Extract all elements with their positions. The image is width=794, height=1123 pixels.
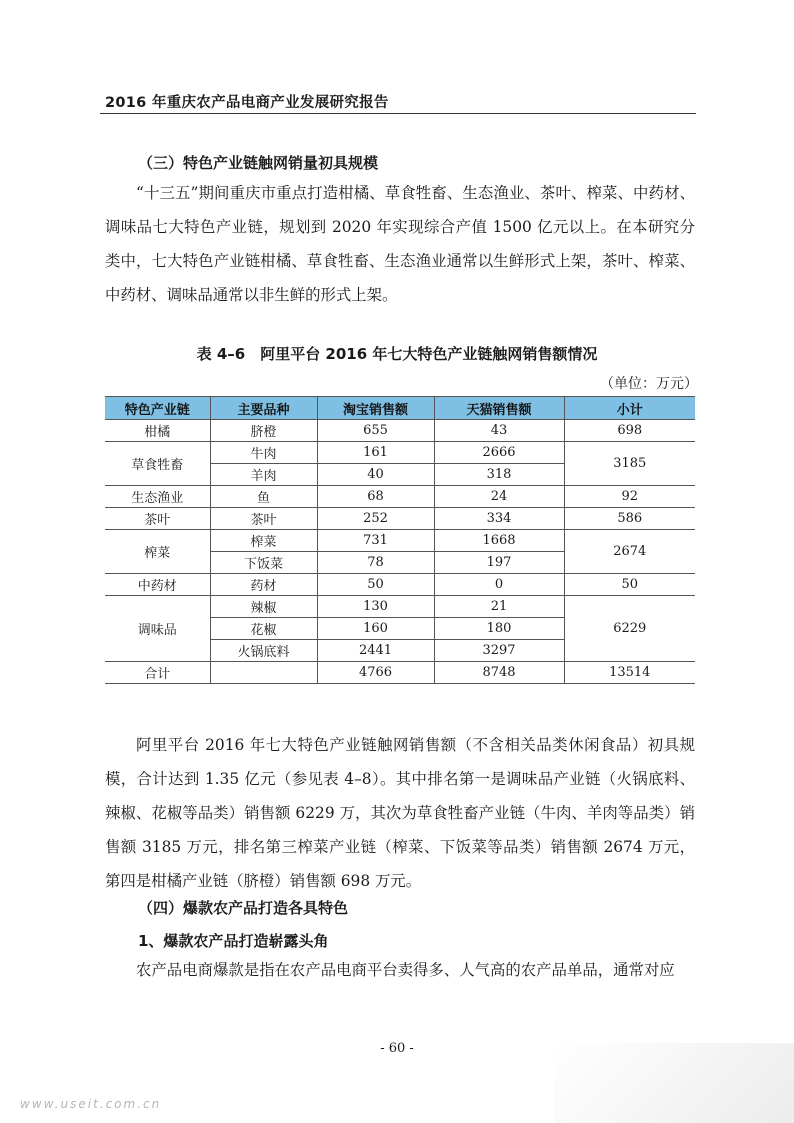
table-unit-note: （单位：万元）	[600, 376, 698, 392]
variety-cell: 火锅底料	[210, 640, 317, 662]
taobao-cell: 2441	[317, 640, 434, 662]
running-header: 2016 年重庆农产品电商产业发展研究报告	[105, 95, 389, 111]
tmall-cell: 1668	[434, 530, 564, 552]
table-row	[105, 596, 695, 618]
chain-cell: 草食牲畜	[105, 442, 210, 486]
total-subtotal-cell: 13514	[564, 662, 695, 684]
column-header-variety: 主要品种	[210, 397, 317, 420]
column-header-taobao: 淘宝销售额	[317, 397, 434, 420]
subtotal-cell: 2674	[564, 530, 695, 574]
tmall-cell: 197	[434, 552, 564, 574]
table-header-row	[105, 397, 695, 420]
corner-shadow	[554, 1043, 794, 1123]
tmall-cell: 43	[434, 420, 564, 442]
tmall-cell: 3297	[434, 640, 564, 662]
variety-cell: 鱼	[210, 486, 317, 508]
tmall-cell: 318	[434, 464, 564, 486]
variety-cell: 榨菜	[210, 530, 317, 552]
subtotal-cell: 3185	[564, 442, 695, 486]
taobao-cell: 252	[317, 508, 434, 530]
section-heading-3: （三）特色产业链触网销量初具规模	[138, 154, 379, 172]
chain-cell: 调味品	[105, 596, 210, 662]
variety-cell: 药材	[210, 574, 317, 596]
chain-cell: 中药材	[105, 574, 210, 596]
total-variety-cell	[210, 662, 317, 684]
sales-table	[105, 396, 695, 684]
table-row	[105, 574, 695, 596]
subtotal-cell: 698	[564, 420, 695, 442]
column-header-subtotal: 小计	[564, 397, 695, 420]
table-row	[105, 486, 695, 508]
total-taobao-cell: 4766	[317, 662, 434, 684]
tmall-cell: 180	[434, 618, 564, 640]
table-total-row	[105, 662, 695, 684]
chain-cell: 生态渔业	[105, 486, 210, 508]
tmall-cell: 334	[434, 508, 564, 530]
subtotal-cell: 92	[564, 486, 695, 508]
watermark: www.useit.com.cn	[20, 1097, 162, 1111]
chain-cell: 柑橘	[105, 420, 210, 442]
total-label-cell: 合计	[105, 662, 210, 684]
subsection-heading-1: 1、爆款农产品打造崭露头角	[138, 932, 329, 950]
chain-cell: 茶叶	[105, 508, 210, 530]
summary-paragraph: 阿里平台 2016 年七大特色产业链触网销售额（不含相关品类休闲食品）初具规模，合计达到 1.35 亿元（参见表 4–8）。其中排名第一是调味品产业链（火锅底料、辣椒、花椒等品类）销售额 6229 万，其次为草食牲畜产业链（牛肉、羊肉等品类）销售额 3185 万元，排名第三榨菜产业链（榨菜、下饭菜等品类）销售额 2674 万元，第四是柑橘产业链（脐橙）销售额 698 万元。	[105, 736, 695, 890]
variety-cell: 脐橙	[210, 420, 317, 442]
subtotal-cell: 6229	[564, 596, 695, 662]
variety-cell: 花椒	[210, 618, 317, 640]
tmall-cell: 0	[434, 574, 564, 596]
variety-cell: 下饭菜	[210, 552, 317, 574]
taobao-cell: 40	[317, 464, 434, 486]
header-rule	[100, 113, 696, 114]
column-header-chain: 特色产业链	[105, 397, 210, 420]
subtotal-cell: 50	[564, 574, 695, 596]
table-row	[105, 530, 695, 552]
total-tmall-cell: 8748	[434, 662, 564, 684]
taobao-cell: 655	[317, 420, 434, 442]
taobao-cell: 78	[317, 552, 434, 574]
table-row	[105, 442, 695, 464]
taobao-cell: 731	[317, 530, 434, 552]
variety-cell: 羊肉	[210, 464, 317, 486]
variety-cell: 茶叶	[210, 508, 317, 530]
column-header-tmall: 天猫销售额	[434, 397, 564, 420]
tmall-cell: 21	[434, 596, 564, 618]
taobao-cell: 161	[317, 442, 434, 464]
page-number: - 60 -	[380, 1041, 414, 1056]
subtotal-cell: 586	[564, 508, 695, 530]
tmall-cell: 2666	[434, 442, 564, 464]
tmall-cell: 24	[434, 486, 564, 508]
table-row	[105, 420, 695, 442]
section-4-paragraph: 农产品电商爆款是指在农产品电商平台卖得多、人气高的农产品单品，通常对应	[136, 961, 675, 979]
taobao-cell: 130	[317, 596, 434, 618]
taobao-cell: 50	[317, 574, 434, 596]
table-row	[105, 508, 695, 530]
variety-cell: 辣椒	[210, 596, 317, 618]
table-caption: 表 4–6 阿里平台 2016 年七大特色产业链触网销售额情况	[196, 345, 598, 363]
chain-cell: 榨菜	[105, 530, 210, 574]
variety-cell: 牛肉	[210, 442, 317, 464]
taobao-cell: 68	[317, 486, 434, 508]
taobao-cell: 160	[317, 618, 434, 640]
section-heading-4: （四）爆款农产品打造各具特色	[138, 899, 349, 917]
section-3-paragraph: “十三五”期间重庆市重点打造柑橘、草食牲畜、生态渔业、茶叶、榨菜、中药材、调味品七大特色产业链，规划到 2020 年实现综合产值 1500 亿元以上。在本研究分类中，七大特色产业链柑橘、草食牲畜、生态渔业通常以生鲜形式上架，茶叶、榨菜、中药材、调味品通常以非生鲜的形式上架。	[105, 184, 695, 304]
